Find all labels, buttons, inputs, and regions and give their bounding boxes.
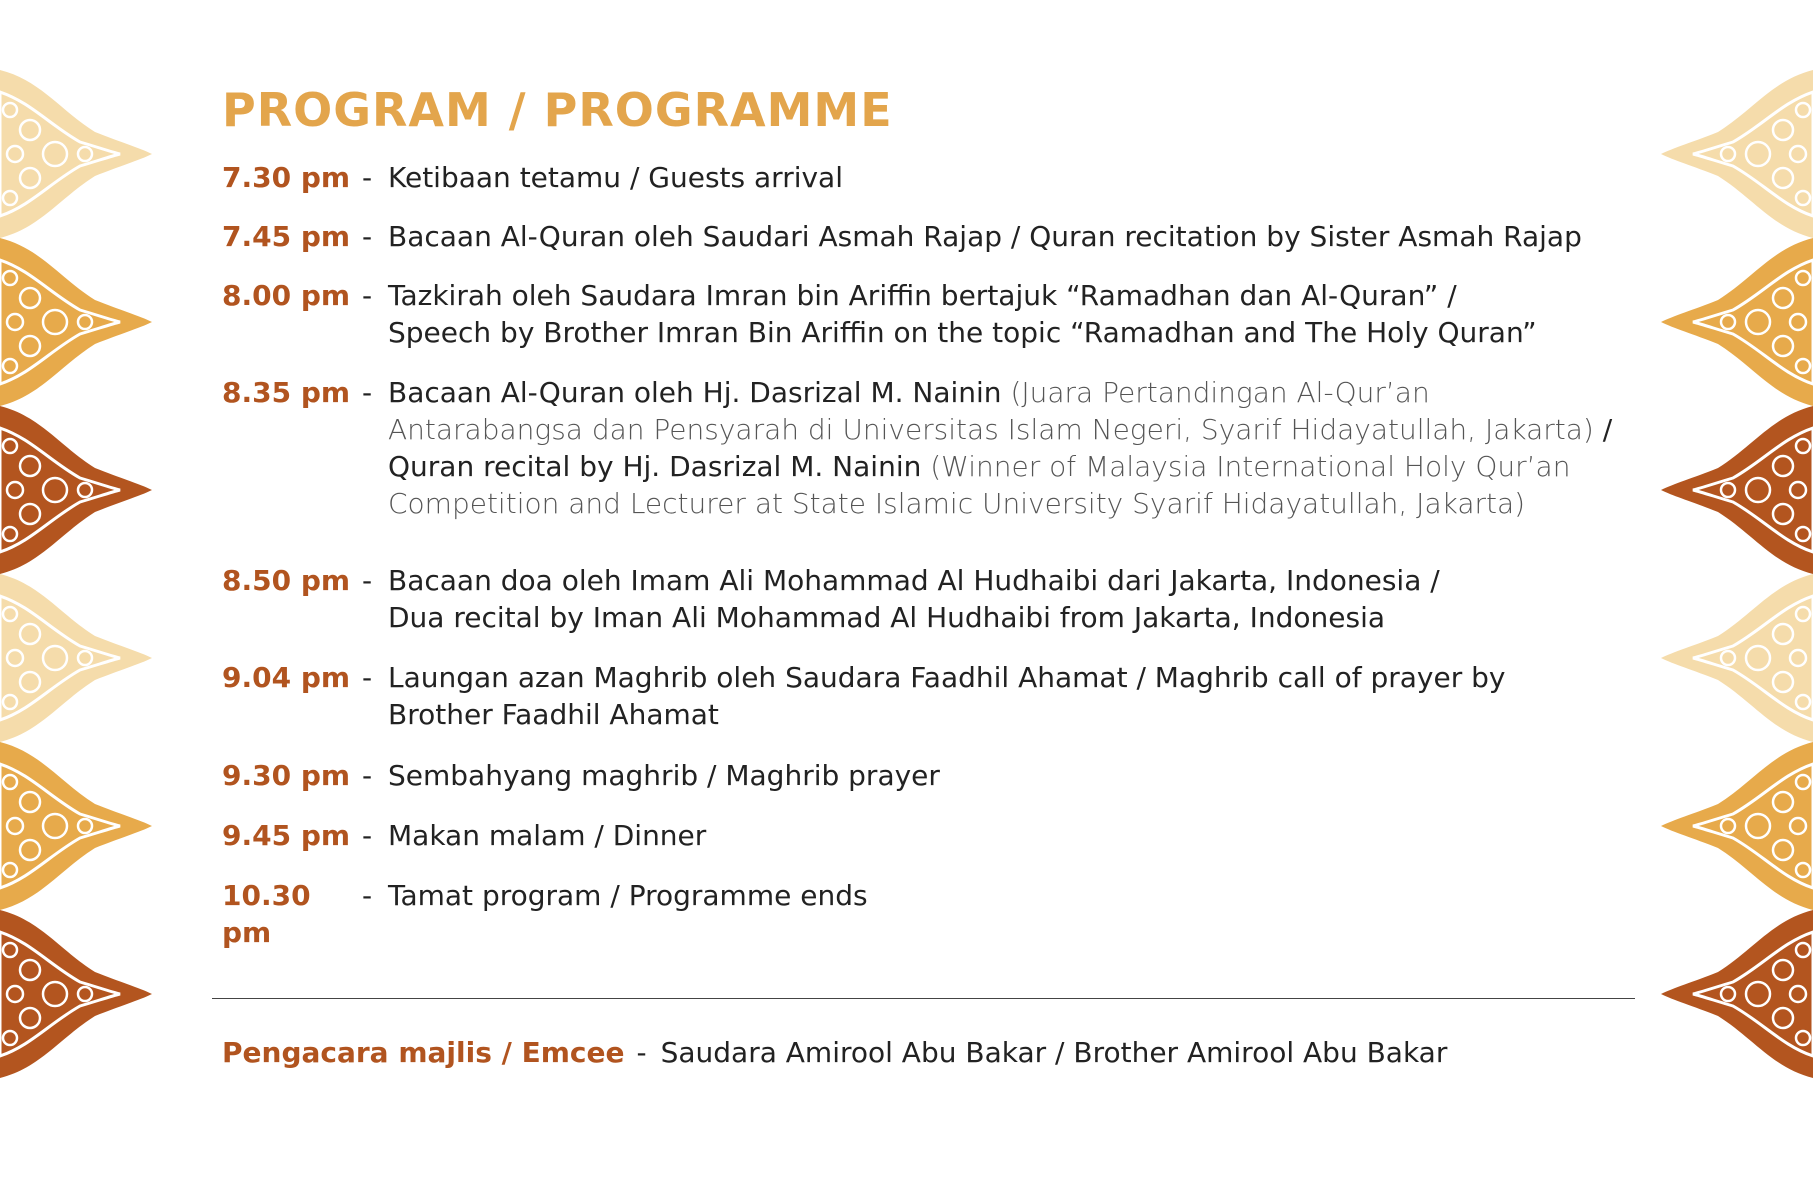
divider-line [212,998,1635,999]
schedule-description [388,659,1642,733]
programme-content [222,80,1642,140]
ornament-tile [0,238,152,406]
schedule-description [388,374,1642,522]
schedule-time: 9.45 pm [222,819,351,852]
ornament-tile [0,70,152,238]
separator-dash: - [362,759,373,792]
ornament-tile [1661,574,1813,742]
ornament-tile [0,742,152,910]
description-note: Antarabangsa dan Pensyarah di Universitas Islam Negeri, Syarif Hidayatullah, Jakarta) [388,413,1594,446]
schedule-description: Bacaan Al-Quran oleh Saudari Asmah Rajap / Quran recitation by Sister Asmah Rajap [388,220,1582,253]
separator-dash: - [362,879,373,912]
schedule-time: 8.50 pm [222,564,351,597]
schedule-item [222,374,1642,522]
separator-dash: - [636,1036,647,1069]
schedule-time: 7.45 pm [222,220,351,253]
schedule-time: 7.30 pm [222,161,351,194]
description-line [388,448,1642,485]
schedule-item [222,218,1642,255]
ornament-tile [1661,406,1813,574]
schedule-time: 8.35 pm [222,376,351,409]
left-ornament-border [0,70,160,1100]
ornament-tile [1661,238,1813,406]
schedule-item [222,562,1642,636]
separator-dash: - [362,661,373,694]
separator-dash: - [362,819,373,852]
emcee-label: Pengacara majlis / Emcee [222,1036,625,1069]
ornament-tile [1661,70,1813,238]
schedule-description [388,277,1642,351]
ornament-tile [1661,910,1813,1078]
separator-dash: - [362,564,373,597]
ornament-tile [0,406,152,574]
description-line: Bacaan doa oleh Imam Ali Mohammad Al Hudhaibi dari Jakarta, Indonesia / [388,564,1440,597]
separator-dash: - [362,161,373,194]
description-main: / [1593,413,1613,446]
schedule-item [222,159,1642,196]
description-note: (Winner of Malaysia International Holy Qur’an [930,450,1571,483]
description-line [388,411,1642,448]
ornament-tile [1661,742,1813,910]
arabesque-pattern-icon [0,70,160,1100]
schedule-item [222,817,1642,854]
schedule-item [222,277,1642,351]
schedule-time: 9.30 pm [222,759,351,792]
arabesque-pattern-icon [1653,70,1813,1100]
right-ornament-border [1653,70,1813,1100]
separator-dash: - [362,220,373,253]
page-title: PROGRAM / PROGRAMME [222,83,893,137]
schedule-description: Ketibaan tetamu / Guests arrival [388,161,843,194]
ornament-tile [0,574,152,742]
schedule-description [388,562,1642,636]
schedule-description: Tamat program / Programme ends [388,879,868,912]
emcee-row [222,1034,1447,1071]
description-note: Competition and Lecturer at State Islamic University Syarif Hidayatullah, Jakarta) [388,487,1526,520]
description-line: Tazkirah oleh Saudara Imran bin Ariffin bertajuk “Ramadhan dan Al-Quran” / [388,279,1457,312]
description-line: Brother Faadhil Ahamat [388,698,719,731]
description-line [388,485,1642,522]
schedule-item [222,877,1642,951]
description-main: Bacaan Al-Quran oleh Hj. Dasrizal M. Nainin [388,376,1011,409]
description-line [388,374,1642,411]
separator-dash: - [362,279,373,312]
description-main: Quran recital by Hj. Dasrizal M. Nainin [388,450,931,483]
schedule-time: 8.00 pm [222,279,351,312]
description-line: Speech by Brother Imran Bin Ariffin on the topic “Ramadhan and The Holy Quran” [388,316,1537,349]
schedule-description: Sembahyang maghrib / Maghrib prayer [388,759,940,792]
schedule-item [222,757,1642,794]
ornament-tile [0,910,152,1078]
schedule-time: 10.30 pm [222,879,311,949]
emcee-name: Saudara Amirool Abu Bakar / Brother Amirool Abu Bakar [660,1036,1448,1069]
schedule-item [222,659,1642,733]
description-line: Laungan azan Maghrib oleh Saudara Faadhil Ahamat / Maghrib call of prayer by [388,661,1506,694]
separator-dash: - [362,376,373,409]
description-line: Dua recital by Iman Ali Mohammad Al Hudhaibi from Jakarta, Indonesia [388,601,1386,634]
schedule-time: 9.04 pm [222,661,351,694]
description-note: (Juara Pertandingan Al-Qur’an [1010,376,1430,409]
schedule-description: Makan malam / Dinner [388,819,707,852]
